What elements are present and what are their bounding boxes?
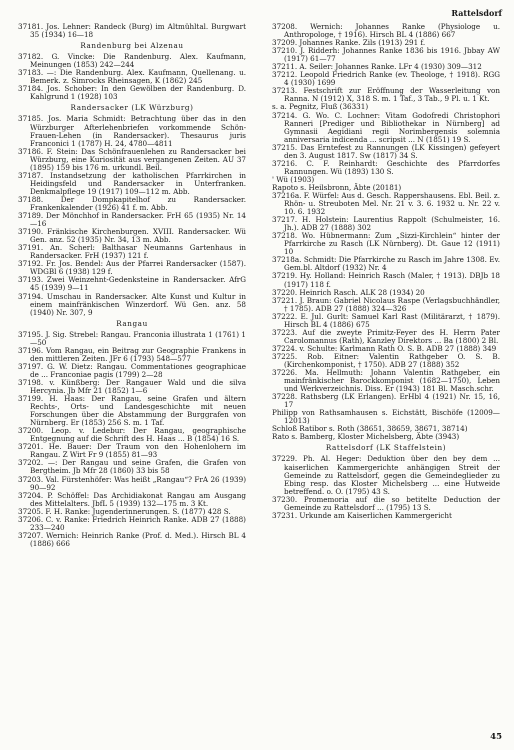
bibliography-entry: 37192. Fr. Jos. Bendel: Aus der Pfarrei Randersacker (1587). WDGBl 6 (1938) 129 f. bbox=[18, 259, 246, 277]
bibliography-entry: 37183. —: Die Randenburg. Alex. Kaufmann, Quellenang. u. Bemerk. z. Simrocks Rheinsagen, K (1862) 245 bbox=[18, 68, 246, 86]
bibliography-entry: 37197. G. W. Dietz: Rangau. Commentationes geographicae de ... Franconiae pagis (1799) 2—28 bbox=[18, 361, 246, 379]
bibliography-entry: 37222. E. Jul. Gurlt: Samuel Karl Rast (Militärarzt, † 1879). Hirsch BL 4 (1886) 675 bbox=[272, 311, 500, 329]
bibliography-entry: 37186. F. Stein: Das Schönfrauenlehen zu Randersacker bei Würzburg, eine Kuriosität aus vergangenen Zeiten. AU 37 (1895) 159 bis 176 m. urkundl. Beil. bbox=[18, 146, 246, 172]
bibliography-entry: 37206. C. v. Ranke: Friedrich Heinrich Ranke. ADB 27 (1888) 233—240 bbox=[18, 514, 246, 532]
bibliography-entry: ' Wü (1903) bbox=[272, 174, 315, 184]
bibliography-entry: 37215. Das Erntefest zu Rannungen (LK Kissingen) gefeyert den 3. August 1817. Sw (1817) 34 S. bbox=[272, 142, 500, 160]
page-number: 45 bbox=[490, 732, 502, 742]
bibliography-entry: 37224. v. Schulte: Karlmann Rath O. S. B. ADB 27 (1888) 349 bbox=[272, 343, 497, 353]
bibliography-entry: 37210. J. Ridderh: Johannes Ranke 1836 bis 1916. Jbbay AW (1917) 61—77 bbox=[272, 46, 500, 64]
bibliography-entry: 37203. Val. Fürstenhöfer: Was heißt „Rangau“? FrA 26 (1939) 90—92 bbox=[18, 474, 246, 492]
bibliography-entry: 37216a. F. Würfel: Aus d. Gesch. Rappershausens. Ebl. Beil. z. Rhön- u. Streuboten Mel. Nr. 21 v. 3. 6. 1932 u. Nr. 22 v. 10. 6. 1932 bbox=[272, 190, 500, 217]
section-heading: Randenburg bei Alzenau bbox=[80, 41, 184, 51]
bibliography-entry: 37204. P. Schöffel: Das Archidiakonat Rangau am Ausgang des Mittelalters. JbfL 5 (1939) 132—175 m. 3 Kt. bbox=[18, 490, 246, 508]
bibliography-entry: s. a. Pegnitz, Fluß (36331) bbox=[272, 102, 369, 112]
bibliography-entry: 37191. An. Scherl: Balthasar Neumanns Gartenhaus in Randersacker. FrH (1937) 121 f. bbox=[18, 243, 246, 261]
bibliography-entry: 37201. He. Bauer: Der Traum von den Hohenlohern im Rangau. Z Wirt Fr 9 (1855) 81—93 bbox=[18, 442, 246, 460]
bibliography-entry: 37199. H. Haas: Der Rangau, seine Grafen und ältern Rechts-, Orts- und Landesgeschichte mit neuen Forschungen über die Abstammung der Burggrafen von Nürnberg. Er (1853) 256 S. m. 1 Taf. bbox=[18, 394, 246, 428]
bibliography-entry: 37219. Hy. Holland: Heinrich Rasch (Maler, † 1913). DBJb 18 (1917) 118 f. bbox=[272, 271, 500, 289]
bibliography-entry: 37190. Fränkische Kirchenburgen. XVIII. Randersacker. Wü Gen. anz. 52 (1935) Nr. 34, 13 m. Abb. bbox=[18, 227, 246, 245]
bibliography-entry: Rato s. Bamberg, Kloster Michelsberg, Äbte (3943) bbox=[272, 432, 460, 442]
running-head: Rattelsdorf bbox=[451, 8, 502, 18]
bibliography-entry: 37220. Heinrich Rasch. ALK 28 (1934) 20 bbox=[272, 287, 425, 297]
bibliography-entry: 37212. Leopold Friedrich Ranke (ev. Theologe, † 1918). RGG 4 (1930) 1699 bbox=[272, 70, 500, 88]
bibliography-entry: 37230. Promemoria auf die so betitelte Deduction der Gemeinde zu Rattelsdorf ... (1795) 13 S. bbox=[272, 494, 500, 512]
bibliography-entry: 37184. Jos. Schober: In den Gewölben der Randenburg. D. Kahlgrund 1 (1928) 103 bbox=[18, 84, 246, 102]
bibliography-entry: Rapoto s. Heilsbronn, Äbte (20181) bbox=[272, 182, 402, 192]
bibliography-entry: 37218a. Schmidt: Die Pfarrkirche zu Rasch im Jahre 1308. Ev. Gem.bl. Altdorf (1932) Nr. 4 bbox=[272, 255, 500, 273]
bibliography-entry: 37194. Umschau in Randersacker. Alte Kunst und Kultur in einem mainfränkischen Winzerdorf. Wü Gen. anz. 58 (1940) Nr. 307, 9 bbox=[18, 291, 246, 317]
bibliography-entry: 37223. Auf die zweyte Primitz-Feyer des H. Herrn Pater Carolomannus (Rath), Kanzley Direktors ... Ba (1800) 2 Bl. bbox=[272, 327, 500, 345]
bibliography-entry: 37200. Leop. v. Ledebur: Der Rangau, geographische Entgegnung auf die Schrift des H. Haas ... B (1854) 16 S. bbox=[18, 426, 246, 444]
bibliography-entry: 37209. Johannes Ranke. Zils (1913) 291 f. bbox=[272, 38, 426, 48]
bibliography-entry: 37226. Ma. Hellmuth: Johann Valentin Rathgeber, ein mainfränkischer Barockkomponist (1682—1750), Leben und Werkverzeichnis. Diss. Er (1943) 181 Bl. Masch.schr. bbox=[272, 368, 500, 394]
bibliography-entry: 37187. Instandsetzung der katholischen Pfarrkirchen in Heidingsfeld und Randersacker in Unterfranken. Denkmalpflege 19 (1917) 109—112 m. Abb. bbox=[18, 170, 246, 196]
bibliography-entry: 37229. Ph. Al. Heger: Deduktion über den bey dem ... kaiserlichen Kammergerichte anhängigen Streit der Gemeinde zu Rattelsdorf, gegen die Gemeindeglieder zu Ebing resp. das Kloster Michelsberg ... eine Hutweide betreffend. o. O. (1795) 43 S. bbox=[272, 454, 500, 496]
bibliography-entry: 37218. Wo. Hübnermann: Zum „Sizzi-Kirchlein“ hinter der Pfarrkirche zu Rasch (LK Nürnberg). Dt. Gaue 12 (1911) 10 bbox=[272, 231, 500, 257]
right-column bbox=[272, 23, 500, 520]
bibliography-entry: 37208. Wernich: Johannes Ranke (Physiologe u. Anthropologe, † 1916). Hirsch BL 4 (1886) 667 bbox=[272, 22, 500, 40]
bibliography-entry: 37181. Jos. Lehner: Randeck (Burg) im Altmühltal. Burgwart 35 (1934) 16—18 bbox=[18, 22, 246, 40]
bibliography-entry: 37225. Rob. Eitner: Valentin Rathgeber O. S. B. (Kirchenkomponist, † 1750). ADB 27 (1888) 352 bbox=[272, 351, 500, 369]
bibliography-entry: 37205. F. H. Ranke: Jugenderinnerungen. S. (1877) 428 S. bbox=[18, 506, 231, 516]
bibliography-entry: 37185. Jos. Maria Schmidt: Betrachtung über das in den Würzburger Afterlehenbriefen vorkommende Schön-Frauen-Lehen (in Randersacker). Thesaurus juris Franconici 1 (1787) H. 24, 4780—4811 bbox=[18, 114, 246, 148]
bibliography-entry: 37182. G. Vincke: Die Randenburg. Alex. Kaufmann, Meinungen (1853) 242—244 bbox=[18, 52, 246, 70]
section-heading: Randersacker (LK Würzburg) bbox=[70, 103, 194, 113]
bibliography-entry: 37195. J. Sig. Strebel: Rangau. Franconia illustrata 1 (1761) 1—50 bbox=[18, 329, 246, 347]
bibliography-entry: 37189. Der Mönchhof in Randersacker. FrH 65 (1935) Nr. 14—16 bbox=[18, 211, 246, 229]
section-heading: Rattelsdorf (LK Staffelstein) bbox=[325, 443, 447, 453]
bibliography-entry: 37216. C. F. Reinhardt: Geschichte des Pfarrdorfes Rannungen. Wü (1893) 130 S. bbox=[272, 158, 500, 176]
bibliography-entry: 37217. H. Holstein: Laurentius Rappolt (Schulmeister, 16. Jh.). ADB 27 (1888) 302 bbox=[272, 215, 500, 233]
bibliography-entry: 37188. Der Dompkapitelhof zu Randersacker. Frankenkalender (1926) 41 f. m. Abb. bbox=[18, 194, 246, 212]
left-column bbox=[18, 23, 246, 548]
bibliography-entry: Schloß Ratibor s. Roth (38651, 38659, 38671, 38714) bbox=[272, 424, 468, 434]
bibliography-entry: 37196. Vom Rangau, ein Beitrag zur Geographie Frankens in den mittleren Zeiten. JFr 6 (1793) 548—577 bbox=[18, 345, 246, 363]
bibliography-entry: 37207. Wernich: Heinrich Ranke (Prof. d. Med.). Hirsch BL 4 (1886) 666 bbox=[18, 530, 246, 548]
bibliography-entry: 37193. Zwei Weinzehnt-Gedenksteine in Randersacker. AfrG 45 (1939) 9—11 bbox=[18, 275, 246, 293]
bibliography-entry: 37228. Rathsberg (LK Erlangen). ErHbl 4 (1921) Nr. 15, 16, 17 bbox=[272, 392, 500, 410]
bibliography-entry: 37202. —: Der Rangau und seine Grafen, die Grafen von Bergtheim. Jb Mfr 28 (1860) 33 bis 58 bbox=[18, 458, 246, 476]
bibliography-entry: 37198. v. Künßberg: Der Rangauer Wald und die silva Hercynia. Jb Mfr 21 (1852) 1—6 bbox=[18, 377, 246, 396]
bibliography-entry: Philipp von Rathsamhausen s. Eichstätt, Bischöfe (12009—12013) bbox=[272, 408, 500, 426]
bibliography-entry: 37231. Urkunde am Kaiserlichen Kammergericht bbox=[272, 510, 452, 520]
bibliography-entry: 37214. G. Wo. C. Lochner: Vitam Godofredi Christophori Ranneri [Prediger und Bibliothekar in Nürnberg] ad Gymnasii Aegidiani regii Norimbergensis solemnia anniversaria indicenda ... scripsit ... N (1851) 19 S. bbox=[272, 110, 500, 144]
section-heading: Rangau bbox=[116, 318, 148, 328]
bibliography-entry: 37211. A. Seiler: Johannes Ranke. LFr 4 (1930) 309—312 bbox=[272, 62, 482, 72]
bibliography-entry: 37213. Festschrift zur Eröffnung der Wasserleitung von Ranna. N (1912) X, 318 S. m. 1 Taf., 3 Tab., 9 Pl. u. 1 Kt. bbox=[272, 86, 500, 104]
bibliography-entry: 37221. J. Braun: Gabriel Nicolaus Raspe (Verlagsbuchhändler, † 1785). ADB 27 (1888) 324—326 bbox=[272, 295, 500, 313]
